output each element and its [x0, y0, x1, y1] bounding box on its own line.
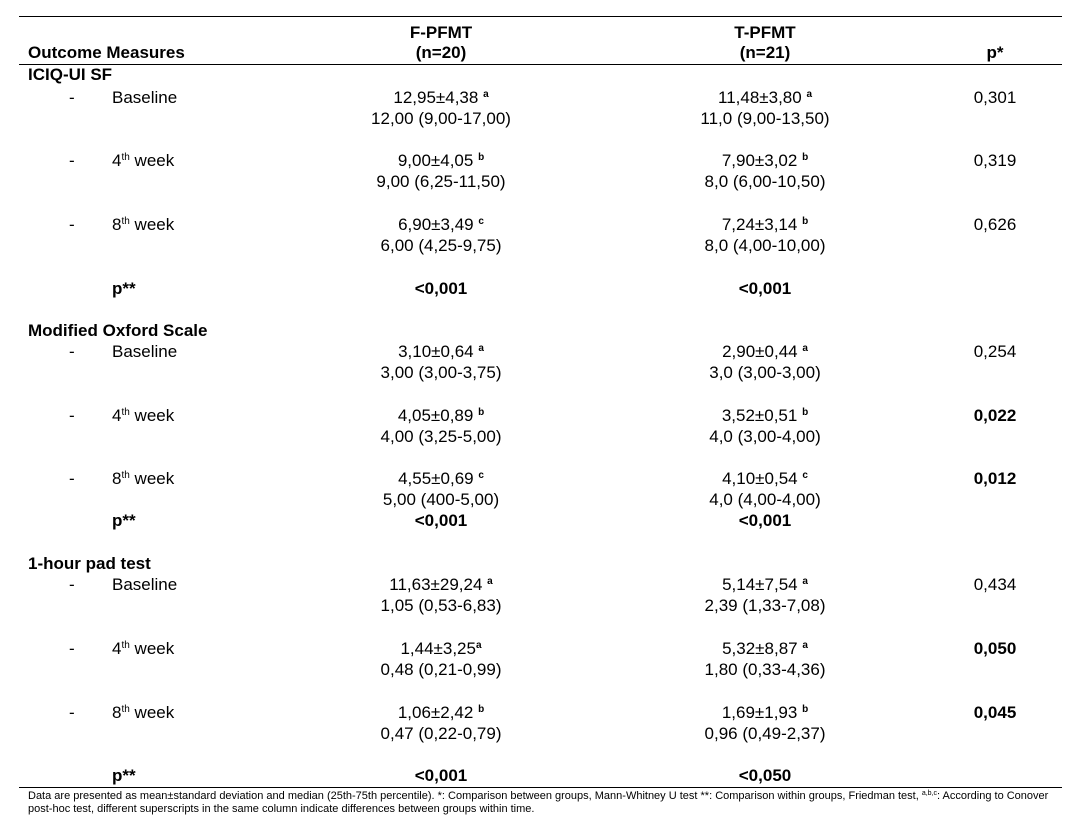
row-label: 4th week	[112, 639, 175, 658]
group1-mean: 12,95±4,38 $^a$	[393, 88, 489, 107]
group1-mean: 4,55±0,69 $^c$	[398, 469, 484, 488]
group1-median: 9,00 (6,25-11,50)	[376, 172, 506, 191]
row-label: 8th week	[112, 469, 175, 488]
p-between: 0,254	[973, 342, 1017, 361]
row-label: 8th week	[112, 703, 175, 722]
p-between: 0,626	[973, 215, 1017, 234]
group1-mean: 1,44±3,25$^a$	[400, 639, 482, 658]
p-between: 0,045	[973, 703, 1017, 722]
p-between: 0,301	[973, 88, 1017, 107]
header-outcome-measures: Outcome Measures	[28, 43, 185, 62]
group2-median: 4,0 (4,00-4,00)	[709, 490, 821, 509]
group2-mean: 7,24±3,14 $^b$	[721, 215, 809, 234]
group1-median: 4,00 (3,25-5,00)	[380, 427, 502, 446]
row-label: 4th week	[112, 151, 175, 170]
within-p-group2: <0,050	[738, 766, 792, 785]
group1-mean: 3,10±0,64 $^a$	[398, 342, 484, 361]
within-p-label: p**	[112, 279, 136, 298]
row-label: 4th week	[112, 406, 175, 425]
group2-median: 4,0 (3,00-4,00)	[709, 427, 821, 446]
group1-mean: 6,90±3,49 $^c$	[398, 215, 484, 234]
p-between: 0,434	[973, 575, 1017, 594]
group2-median: 1,80 (0,33-4,36)	[704, 660, 826, 679]
within-p-group2: <0,001	[738, 511, 792, 530]
row-dash: -	[69, 151, 75, 170]
table-bottom-rule	[19, 787, 1062, 788]
group2-mean: 1,69±1,93 $^b$	[721, 703, 809, 722]
group2-median: 8,0 (6,00-10,50)	[704, 172, 826, 191]
group2-median: 11,0 (9,00-13,50)	[700, 109, 830, 128]
group2-median: 2,39 (1,33-7,08)	[704, 596, 826, 615]
row-label: Baseline	[112, 342, 178, 361]
header-group1-name: F-PFMT	[409, 23, 473, 42]
group2-median: 0,96 (0,49-2,37)	[704, 724, 826, 743]
row-dash: -	[69, 575, 75, 594]
group2-mean: 4,10±0,54 $^c$	[722, 469, 808, 488]
table-footnote: Data are presented as mean±standard deviation and median (25th-75th percentile). *: Comparison between groups, Mann-Whitney U test **: Comparison within groups, Friedman test, $^{a,b,c}$: According to Conover post-hoc test, different superscripts in the same column indicate differences between groups within time.	[28, 790, 1049, 815]
group2-mean: 3,52±0,51 $^b$	[721, 406, 809, 425]
row-dash: -	[69, 406, 75, 425]
section-title: ICIQ-UI SF	[28, 65, 113, 84]
group2-mean: 11,48±3,80 $^a$	[718, 88, 812, 107]
header-group1-n: (n=20)	[415, 43, 467, 62]
p-between: 0,022	[973, 406, 1017, 425]
group2-mean: 7,90±3,02 $^b$	[721, 151, 809, 170]
header-group2-n: (n=21)	[739, 43, 791, 62]
header-p-between: p*	[986, 43, 1004, 62]
group1-median: 12,00 (9,00-17,00)	[371, 109, 511, 128]
table-top-rule	[19, 16, 1062, 17]
row-dash: -	[69, 639, 75, 658]
p-between: 0,050	[973, 639, 1017, 658]
group1-median: 5,00 (400-5,00)	[382, 490, 500, 509]
p-between: 0,319	[973, 151, 1017, 170]
group1-median: 0,48 (0,21-0,99)	[380, 660, 502, 679]
row-label: 8th week	[112, 215, 175, 234]
group1-median: 0,47 (0,22-0,79)	[380, 724, 502, 743]
within-p-group1: <0,001	[414, 766, 468, 785]
row-dash: -	[69, 342, 75, 361]
row-dash: -	[69, 469, 75, 488]
row-label: Baseline	[112, 88, 178, 107]
group2-mean: 2,90±0,44 $^a$	[722, 342, 808, 361]
within-p-group1: <0,001	[414, 511, 468, 530]
section-title: Modified Oxford Scale	[28, 321, 208, 340]
group2-mean: 5,32±8,87 $^a$	[722, 639, 808, 658]
row-dash: -	[69, 215, 75, 234]
row-dash: -	[69, 88, 75, 107]
header-rule	[19, 64, 1062, 65]
group1-mean: 4,05±0,89 $^b$	[397, 406, 485, 425]
group2-median: 8,0 (4,00-10,00)	[704, 236, 826, 255]
group2-median: 3,0 (3,00-3,00)	[709, 363, 821, 382]
section-title: 1-hour pad test	[28, 554, 151, 573]
group1-median: 1,05 (0,53-6,83)	[380, 596, 502, 615]
header-group2-name: T-PFMT	[734, 23, 796, 42]
results-table	[19, 16, 1062, 816]
within-p-group1: <0,001	[414, 279, 468, 298]
group1-median: 6,00 (4,25-9,75)	[380, 236, 502, 255]
row-label: Baseline	[112, 575, 178, 594]
p-between: 0,012	[973, 469, 1017, 488]
group1-median: 3,00 (3,00-3,75)	[380, 363, 502, 382]
within-p-label: p**	[112, 766, 136, 785]
group1-mean: 11,63±29,24 $^a$	[389, 575, 493, 594]
group2-mean: 5,14±7,54 $^a$	[722, 575, 808, 594]
row-dash: -	[69, 703, 75, 722]
within-p-label: p**	[112, 511, 136, 530]
within-p-group2: <0,001	[738, 279, 792, 298]
group1-mean: 9,00±4,05 $^b$	[397, 151, 485, 170]
group1-mean: 1,06±2,42 $^b$	[397, 703, 485, 722]
